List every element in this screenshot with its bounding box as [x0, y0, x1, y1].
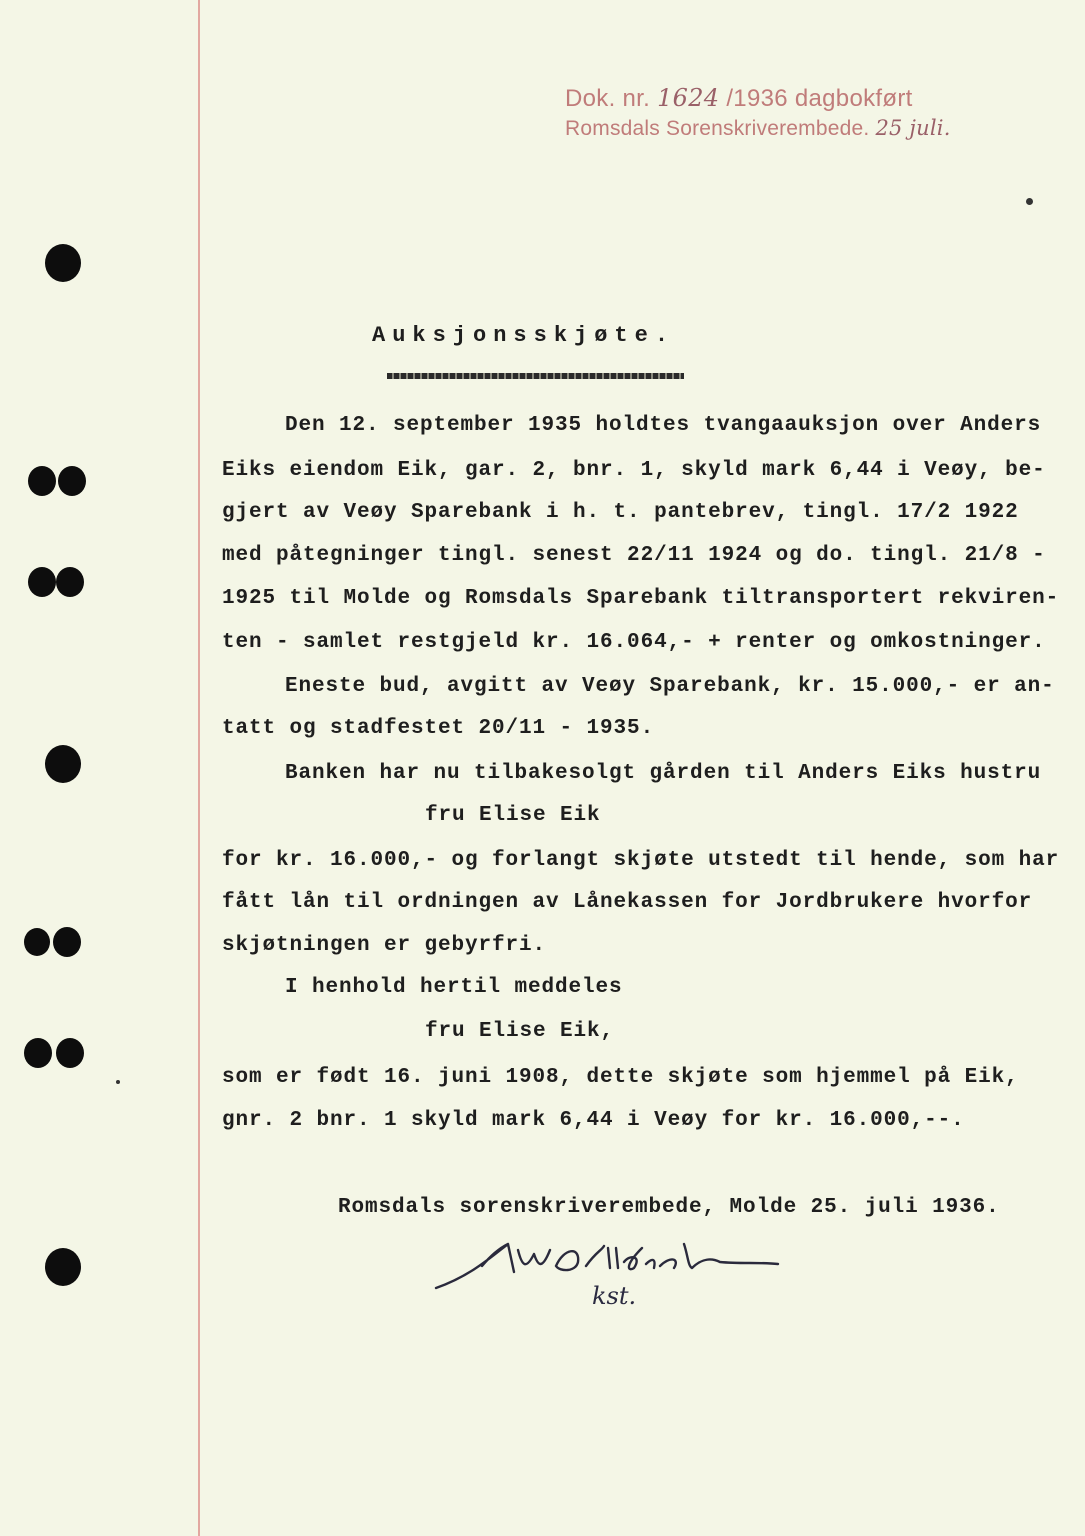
- body-line: Eiks eiendom Eik, gar. 2, bnr. 1, skyld mark 6,44 i Veøy, be-: [222, 459, 1046, 482]
- punch-hole: [58, 466, 86, 496]
- body-line: skjøtningen er gebyrfri.: [222, 934, 547, 957]
- body-line: gjert av Veøy Sparebank i h. t. pantebrev, tingl. 17/2 1922: [222, 501, 1019, 524]
- punch-hole: [56, 567, 84, 597]
- margin-line: [198, 0, 200, 1536]
- punch-hole: [28, 466, 56, 496]
- punch-hole: [56, 1038, 84, 1068]
- stamp-dok-number: 1624: [657, 84, 720, 112]
- body-line: I henhold hertil meddeles: [285, 976, 623, 999]
- title-underline: [387, 373, 684, 379]
- ink-speck: [1026, 198, 1033, 205]
- body-line: tatt og stadfestet 20/11 - 1935.: [222, 717, 655, 740]
- punch-hole: [45, 745, 81, 783]
- body-line: med påtegninger tingl. senest 22/11 1924 og do. tingl. 21/8 -: [222, 544, 1046, 567]
- body-line: fått lån til ordningen av Lånekassen for Jordbrukere hvorfor: [222, 891, 1033, 914]
- punch-hole: [24, 928, 50, 956]
- body-line: ten - samlet restgjeld kr. 16.064,- + renter og omkostninger.: [222, 631, 1046, 654]
- stamp-year: /1936: [726, 85, 788, 112]
- place-date-line: Romsdals sorenskriverembede, Molde 25. juli 1936.: [338, 1196, 1000, 1219]
- stamp-dagbokfort: dagbokført: [794, 85, 913, 112]
- body-line: gnr. 2 bnr. 1 skyld mark 6,44 i Veøy for kr. 16.000,--.: [222, 1109, 965, 1132]
- document-title: Auksjonsskjøte.: [372, 323, 676, 348]
- registration-stamp: [565, 84, 913, 113]
- body-line: for kr. 16.000,- og forlangt skjøte utstedt til hende, som har: [222, 849, 1060, 872]
- stamp-office: Romsdals Sorenskriverembede.: [565, 117, 870, 140]
- registration-stamp-office: [565, 116, 951, 141]
- body-line: 1925 til Molde og Romsdals Sparebank tiltransportert rekviren-: [222, 587, 1060, 610]
- body-line: Banken har nu tilbakesolgt gården til Anders Eiks hustru: [285, 762, 1042, 785]
- signature-name: A.W. Ulldirch: [430, 1223, 555, 1241]
- punch-hole: [45, 244, 81, 282]
- punch-hole: [53, 927, 81, 957]
- ink-speck: [116, 1080, 120, 1084]
- body-line: Eneste bud, avgitt av Veøy Sparebank, kr. 15.000,- er an-: [285, 675, 1055, 698]
- body-line: som er født 16. juni 1908, dette skjøte som hjemmel på Eik,: [222, 1066, 1019, 1089]
- body-line: fru Elise Eik: [425, 804, 601, 827]
- stamp-dok-label: Dok. nr.: [565, 85, 651, 112]
- body-line: fru Elise Eik,: [425, 1020, 615, 1043]
- punch-hole: [45, 1248, 81, 1286]
- punch-hole: [24, 1038, 52, 1068]
- body-line: Den 12. september 1935 holdtes tvangaauksjon over Anders: [285, 414, 1042, 437]
- signature-title: kst.: [592, 1282, 637, 1310]
- punch-hole: [28, 567, 56, 597]
- stamp-date: 25 juli.: [875, 116, 951, 140]
